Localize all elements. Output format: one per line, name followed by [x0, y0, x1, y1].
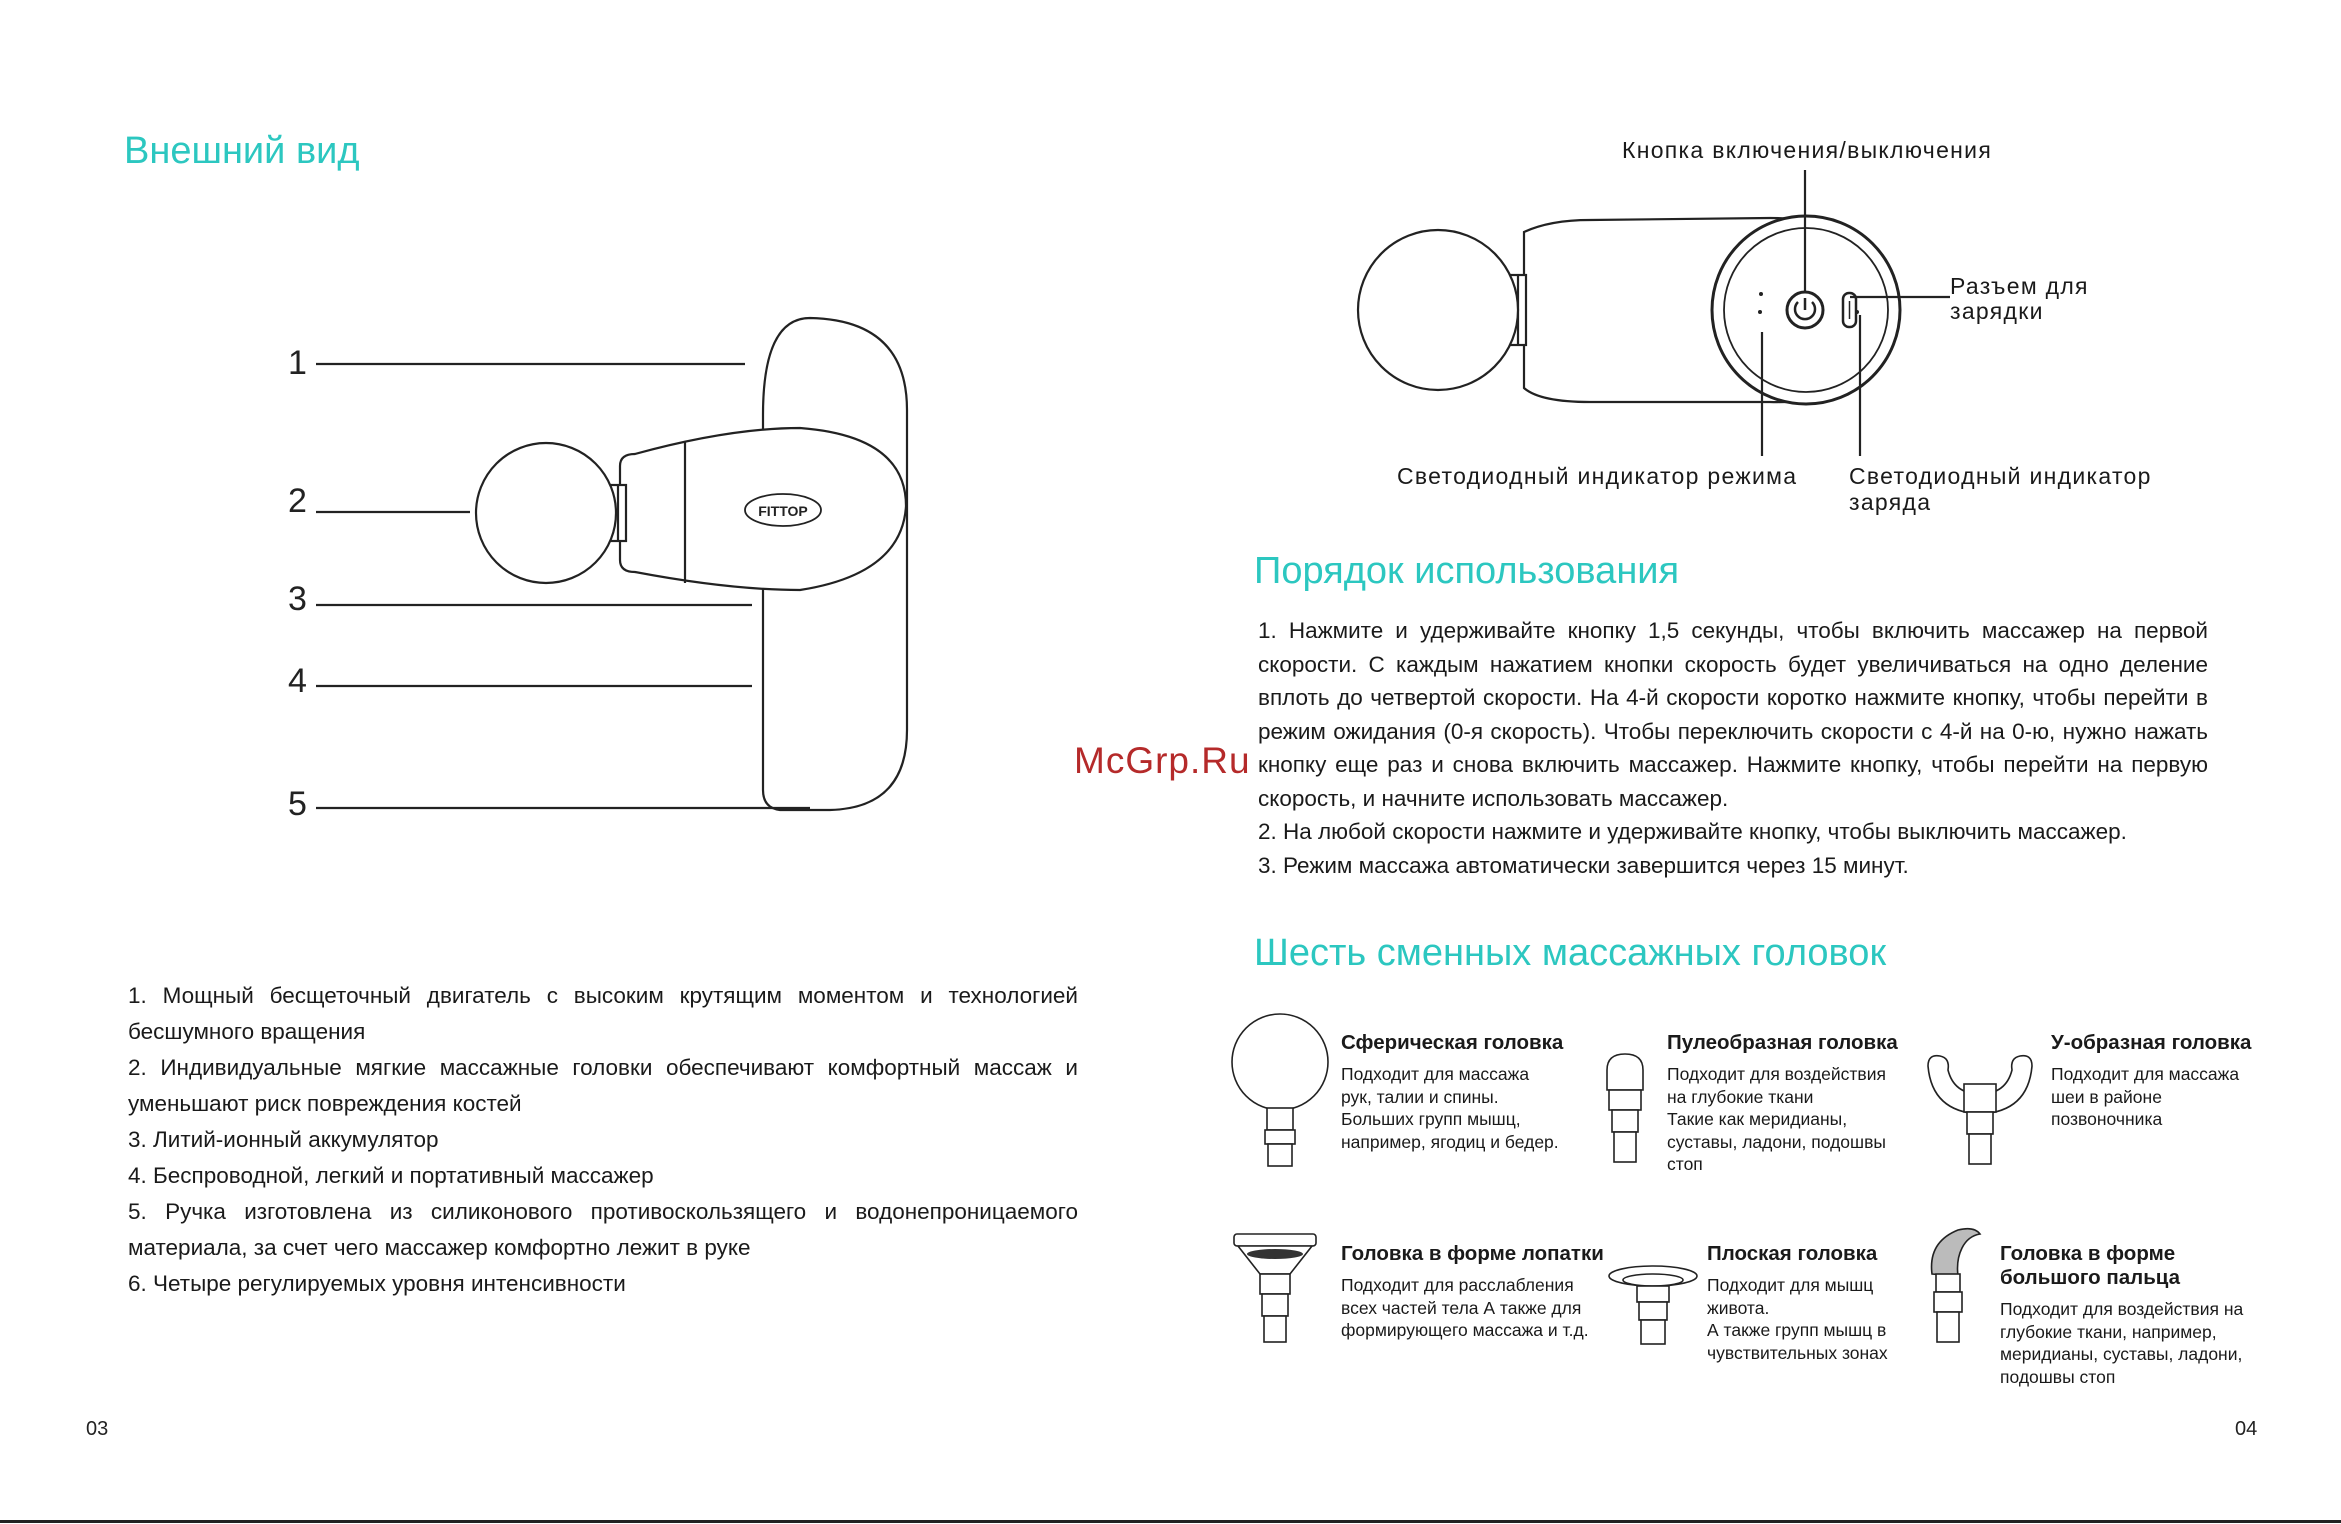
charge-led-label-line2: заряда — [1849, 489, 1932, 515]
head-desc: Подходит для массажа рук, талии и спины. Больших групп мышц, например, ягодиц и бедер. — [1341, 1064, 1559, 1152]
callout-4: 4 — [288, 662, 307, 700]
usage-steps — [1258, 614, 2208, 882]
head-name: Сферическая головка — [1341, 1031, 1564, 1054]
head-desc: Подходит для массажа шеи в районе позвоночника — [2051, 1064, 2240, 1129]
charge-led-label-line1: Светодиодный индикатор — [1849, 463, 2152, 489]
head-desc: Подходит для воздействия на глубокие ткани, например, меридианы, суставы, ладони, подошвы стоп — [2000, 1299, 2244, 1387]
right-page-number: 04 — [2235, 1418, 2258, 1440]
head-card-u — [2051, 1031, 2251, 1131]
bullet-head-icon — [1595, 1050, 1655, 1170]
head-name-line2: большого пальца — [2000, 1266, 2181, 1289]
head-name: Пулеобразная головка — [1667, 1031, 1898, 1054]
head-card-flat — [1707, 1242, 1888, 1364]
bottom-border — [0, 1520, 2341, 1523]
massager-side-view-icon — [280, 310, 920, 830]
left-page-number: 03 — [86, 1418, 109, 1440]
head-card-bullet — [1667, 1031, 1898, 1176]
brand-logo: FITTOP — [758, 503, 808, 519]
feature-item: 2. Индивидуальные мягкие массажные головки обеспечивают комфортный массаж и уменьшают риск повреждения костей — [128, 1055, 1078, 1116]
feature-item: 5. Ручка изготовлена из силиконового противоскользящего и водонепроницаемого материала, за счет чего массажер комфортно лежит в руке — [128, 1199, 1078, 1260]
head-desc: Подходит для мышц живота. А также групп мышц в чувствительных зонах — [1707, 1275, 1888, 1363]
heads-heading: Шесть сменных массажных головок — [1254, 932, 1887, 974]
usage-step: 1. Нажмите и удерживайте кнопку 1,5 секунды, чтобы включить массажер на первой скорости. С каждым нажатием кнопки скорость будет увеличиваться на одно деление вплоть до четвертой скорости. На 4-й скорости коротко нажмите кнопку, чтобы перейти в режим ожидания (0-я скорость). Чтобы переключить скорости с 4-й на 0-ю, нужно нажать кнопку еще раз и снова включить массажер. Нажмите кнопку, чтобы перейти на первую скорость, и начните использовать массажер. — [1258, 618, 2208, 811]
head-card-sphere — [1341, 1031, 1563, 1153]
watermark: McGrp.Ru — [1074, 740, 1251, 781]
sphere-head-icon — [1225, 1010, 1335, 1175]
thumb-head-icon — [1918, 1226, 1988, 1348]
head-name: Головка в форме лопатки — [1341, 1242, 1604, 1265]
usage-step: 2. На любой скорости нажмите и удерживайте кнопку, чтобы выключить массажер. — [1258, 819, 2127, 844]
head-name: У-образная головка — [2051, 1031, 2252, 1054]
callout-3: 3 — [288, 580, 307, 618]
callout-1: 1 — [288, 344, 307, 382]
feature-item: 3. Литий-ионный аккумулятор — [128, 1127, 439, 1152]
charge-port-label-line2: зарядки — [1950, 298, 2044, 324]
callout-5: 5 — [288, 785, 307, 823]
feature-item: 4. Беспроводной, легкий и портативный массажер — [128, 1163, 654, 1188]
left-page-heading: Внешний вид — [124, 130, 360, 172]
power-button-label: Кнопка включения/выключения — [1622, 137, 1993, 163]
head-card-shovel — [1341, 1242, 1604, 1342]
feature-list — [128, 978, 1078, 1302]
usage-step: 3. Режим массажа автоматически завершится через 15 минут. — [1258, 852, 1909, 878]
feature-item: 6. Четыре регулируемых уровня интенсивности — [128, 1271, 626, 1296]
feature-item: 1. Мощный бесщеточный двигатель с высоким крутящим моментом и технологией бесшумного вращения — [128, 983, 1078, 1044]
head-name: Головка в форме — [2000, 1242, 2176, 1265]
mode-led-label: Светодиодный индикатор режима — [1397, 463, 1798, 489]
head-name: Плоская головка — [1707, 1242, 1878, 1265]
callout-2: 2 — [288, 482, 307, 520]
head-desc: Подходит для воздействия на глубокие ткани Такие как меридианы, суставы, ладони, подошвы стоп — [1667, 1064, 1886, 1174]
u-head-icon — [1920, 1050, 2040, 1170]
head-desc: Подходит для расслабления всех частей тела А также для формирующего массажа и т.д. — [1341, 1275, 1589, 1340]
charge-port-label-line1: Разъем для — [1950, 273, 2089, 299]
flat-head-icon — [1605, 1262, 1701, 1348]
shovel-head-icon — [1230, 1232, 1320, 1347]
head-card-thumb — [2000, 1242, 2243, 1388]
usage-heading: Порядок использования — [1254, 550, 1680, 592]
